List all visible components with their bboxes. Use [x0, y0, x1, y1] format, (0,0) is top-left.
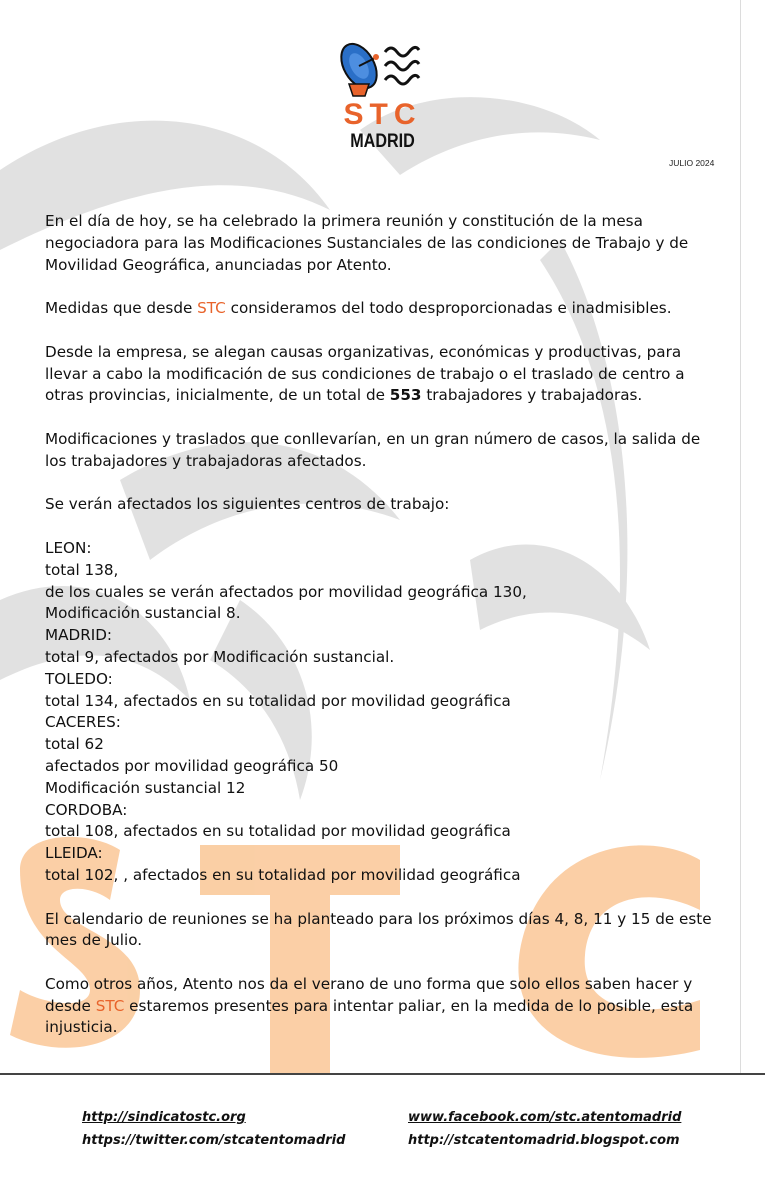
facebook-link[interactable]: www.facebook.com/stc.atentomadrid: [408, 1110, 682, 1125]
twitter-link[interactable]: https://twitter.com/stcatentomadrid: [82, 1133, 346, 1148]
center-line: Modificación sustancial 8.: [45, 604, 241, 623]
center-line: MADRID:: [45, 626, 113, 645]
logo-brand-text: STC: [343, 98, 422, 131]
center-line: total 138,: [45, 560, 119, 579]
paragraph-consequences: Modificaciones y traslados que conllevarían, en un gran número de casos, la salida de los trabajadores y trabajadoras afectados.: [45, 429, 701, 470]
center-line: total 134, afectados en su totalidad por movilidad geográfica: [45, 691, 511, 710]
footer: [0, 1075, 765, 1200]
document-date: JULIO 2024: [669, 158, 715, 168]
center-line: afectados por movilidad geográfica 50: [45, 756, 339, 775]
paragraph-measures: [45, 298, 725, 320]
stc-madrid-logo: [335, 38, 430, 158]
stc-highlight: STC: [197, 299, 226, 318]
text-segment: Como otros años, Atento nos da el verano de uno forma que solo ellos saben hacer y desde: [45, 974, 693, 1015]
logo-city-text: MADRID: [350, 131, 415, 152]
center-line: total 108, afectados en su totalidad por movilidad geográfica: [45, 822, 511, 841]
stc-highlight: STC: [95, 996, 125, 1015]
right-divider: [740, 0, 741, 1073]
total-workers: 553: [389, 386, 422, 405]
center-line: Modificación sustancial 12: [45, 778, 246, 797]
website-link[interactable]: http://sindicatostc.org: [82, 1110, 246, 1125]
center-line: LEON:: [45, 538, 92, 557]
text-segment: consideramos del todo desproporcionadas e inadmisibles.: [225, 299, 672, 318]
center-line: TOLEDO:: [45, 669, 113, 688]
center-line: LLEIDA:: [45, 844, 103, 863]
text-segment: Desde la empresa, se alegan causas organizativas, económicas y productivas, para llevar a cabo la modificación de sus condiciones de trabajo o el traslado de centro a otras provincias, inicialmente, de un total de: [45, 342, 685, 405]
paragraph-closing: [45, 974, 725, 1039]
text-segment: estaremos presentes para intentar paliar, en la medida de lo posible, esta injusticia.: [45, 996, 694, 1037]
document-body: [45, 211, 725, 1061]
text-segment: trabajadores y trabajadoras.: [421, 386, 643, 405]
center-line: total 9, afectados por Modificación sustancial.: [45, 647, 395, 666]
center-line: CORDOBA:: [45, 800, 128, 819]
paragraph-calendar: El calendario de reuniones se ha planteado para los próximos días 4, 8, 11 y 15 de este mes de Julio.: [45, 909, 712, 950]
text-segment: Medidas que desde: [45, 299, 198, 318]
satellite-dish-icon: [335, 38, 430, 100]
center-line: total 62: [45, 735, 104, 754]
paragraph-causes: [45, 342, 725, 407]
blog-link[interactable]: http://stcatentomadrid.blogspot.com: [408, 1133, 680, 1148]
center-line: CACERES:: [45, 713, 121, 732]
centers-list: [45, 538, 725, 887]
center-line: de los cuales se verán afectados por movilidad geográfica 130,: [45, 582, 527, 601]
center-line: total 102, , afectados en su totalidad por movilidad geográfica: [45, 865, 521, 884]
paragraph-intro: En el día de hoy, se ha celebrado la primera reunión y constitución de la mesa negociadora para las Modificaciones Sustanciales de las condiciones de Trabajo y de Movilidad Geográfica, anunciadas por Atento.: [45, 212, 689, 274]
paragraph-centers-intro: Se verán afectados los siguientes centros de trabajo:: [45, 495, 450, 514]
